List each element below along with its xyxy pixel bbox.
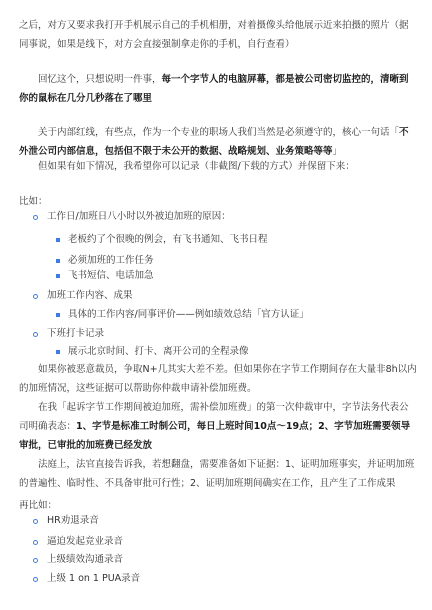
list-item: 下班打卡记录 [47, 328, 105, 339]
paragraph-record-advice: 但如果有如下情况，我希望你可以记录（非截图/下载的方式）并保留下来： [38, 161, 355, 172]
list-item: 加班工作内容、成果 [47, 290, 133, 301]
list-item: 工作日/加班日八小时以外被迫加班的原因： [47, 211, 231, 222]
bullet-square-icon [56, 238, 60, 242]
list-item: HR劝退录音 [47, 515, 99, 526]
list-item: 上级 1 on 1 PUA录音 [47, 573, 141, 584]
red-line-lead-text: 关于内部红线，有些点，作为一个专业的职场人我们当然是必须遵守的，核心一句话「 [38, 127, 400, 138]
arbitration-emphasis: 1、字节是标准工时制公司，每日上班时间10点～19点；2、字节加班需要领导审批，已审批的加班费已经发放 [19, 421, 411, 451]
bullet-square-icon [56, 259, 60, 263]
red-line-close-quote: 」 [332, 146, 343, 157]
paragraph-photo-check: 之后，对方又要求我打开手机展示自己的手机相册，对着摄像头给他展示近来拍摄的照片（据同事说，如果是线下，对方会直接强制拿走你的手机，自行查看） [19, 20, 409, 50]
paragraph-monitoring [19, 70, 417, 108]
list1-label: 比如： [19, 196, 48, 207]
list-item: 展示北京时间、打卡、离开公司的全程录像 [68, 346, 249, 357]
bullet-circle-icon [33, 540, 38, 545]
bullet-circle-icon [33, 577, 38, 582]
list-item: 必须加班的工作任务 [68, 255, 154, 266]
list-item: 逼迫发起竞业录音 [47, 536, 124, 547]
monitoring-lead-text: 回忆这个，只想说明一件事， [38, 74, 162, 85]
bullet-circle-icon [33, 215, 38, 220]
bullet-circle-icon [33, 332, 38, 337]
list-item: 具体的工作内容/同事评价——例如绩效总结「官方认证」 [68, 309, 309, 320]
paragraph-overtime-evidence: 如果你被恶意裁员，争取N+几其实大差不差。但如果你在字节工作期间存在大量非8h以内的加班情况，这些证据可以帮助你仲裁申请补偿加班费。 [19, 364, 417, 394]
bullet-circle-icon [33, 519, 38, 524]
monitoring-emphasis: 每一个字节人的电脑屏幕，都是被公司密切监控的，清晰到你的鼠标在几分几秒落在了哪里 [19, 74, 409, 104]
bullet-square-icon [56, 313, 60, 317]
list-item: 老板约了个很晚的例会，有飞书通知、飞书日程 [68, 234, 268, 245]
bullet-circle-icon [33, 294, 38, 299]
bullet-square-icon [56, 274, 60, 278]
list2-label: 再比如： [19, 500, 58, 511]
list-item: 飞书短信、电话加急 [68, 270, 154, 281]
bullet-square-icon [56, 350, 60, 354]
arbitration-lead-text: 在我「起诉字节工作期间被迫加班，需补偿加班费」的第一次仲裁审中，字节法务代表公司明确表态： [19, 402, 409, 432]
list-item: 上级绩效沟通录音 [47, 554, 124, 565]
paragraph-arbitration [19, 398, 417, 455]
paragraph-judge-advice: 法庭上，法官直接告诉我，若想翻盘，需要准备如下证据：1、证明加班事实，并证明加班的普遍性、临时性、不具备审批可行性；2、证明加班期间确实在工作，且产生了工作成果 [19, 459, 415, 489]
bullet-circle-icon [33, 558, 38, 563]
red-line-emphasis: 不外泄公司内部信息，包括但不限于未公开的数据、战略规划、业务策略等等 [19, 127, 409, 157]
paragraph-red-line [19, 123, 417, 161]
